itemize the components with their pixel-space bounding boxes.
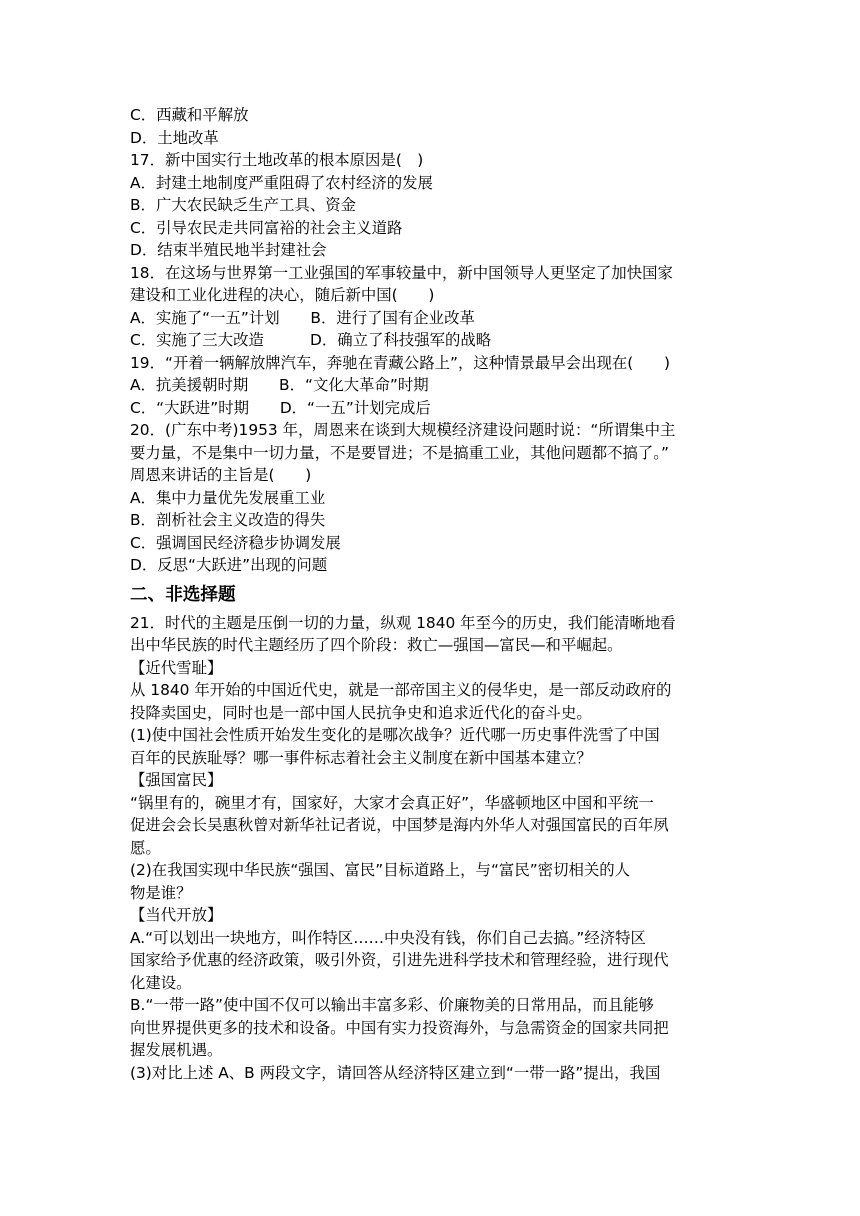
text-line: 百年的民族耻辱？哪一事件标志着社会主义制度在新中国基本建立？ [130, 748, 592, 767]
option-line: C．引导农民走共同富裕的社会主义道路 [130, 218, 403, 237]
text-line: 要力量，不是集中一切力量，不是要冒进；不是搞重工业，其他问题都不搞了。” [130, 443, 669, 462]
subheading: 【强国富民】 [130, 771, 223, 789]
text-line: “锅里有的，碗里才有，国家好，大家才会真正好”，华盛顿地区中国和平统一 [130, 793, 654, 812]
text-line: 化建设。 [130, 973, 192, 992]
text-line: D．土地改革 [130, 128, 219, 147]
text-line: 物是谁？ [130, 883, 192, 902]
text-line: 出中华民族的时代主题经历了四个阶段：救亡—强国—富民—和平崛起。 [130, 636, 623, 654]
text-line: 向世界提供更多的技术和设备。中国有实力投资海外，与急需资金的国家共同把 [130, 1018, 669, 1037]
passage-b: B.“一带一路”使中国不仅可以输出丰富多彩、价廉物美的日常用品，而且能够 [130, 996, 654, 1014]
text-line: C．西藏和平解放 [130, 106, 249, 124]
text-line: 投降卖国史，同时也是一部中国人民抗争史和追求近代化的奋斗史。 [130, 703, 592, 722]
sub-question-1: (1)使中国社会性质开始发生变化的是哪次战争？近代哪一历史事件洗雪了中国 [130, 726, 660, 744]
question-21: 21．时代的主题是压倒一切的力量，纵观 1840 年至今的历史，我们能清晰地看 [130, 613, 676, 632]
passage-a: A.“可以划出一块地方，叫作特区……中央没有钱，你们自己去搞。”经济特区 [130, 928, 646, 947]
text-line: 促进会会长吴惠秋曾对新华社记者说，中国梦是海内外华人对强国富民的百年夙 [130, 816, 669, 834]
section-heading: 二、非选择题 [130, 584, 236, 605]
option-line: C．“大跃进”时期 D．“一五”计划完成后 [130, 398, 431, 417]
document-page [130, 104, 735, 1084]
question-19: 19．“开着一辆解放牌汽车，奔驰在青藏公路上”，这种情景最早会出现在( ) [130, 353, 671, 372]
option-line: C．强调国民经济稳步协调发展 [130, 533, 341, 552]
option-line: A．抗美援朝时期 B．“文化大革命”时期 [130, 376, 429, 394]
text-line: 握发展机遇。 [130, 1041, 223, 1059]
question-20: 20．(广东中考)1953 年，周恩来在谈到大规模经济建设问题时说：“所谓集中主 [130, 421, 676, 439]
text-line: 愿。 [130, 838, 161, 857]
text-line: 国家给予优惠的经济政策，吸引外资，引进先进科学技术和管理经验，进行现代 [130, 951, 669, 969]
option-line: D．结束半殖民地半封建社会 [130, 241, 327, 259]
sub-question-2: (2)在我国实现中华民族“强国、富民”目标道路上，与“富民”密切相关的人 [130, 861, 631, 879]
option-line: A．封建土地制度严重阻碍了农村经济的发展 [130, 173, 433, 192]
option-line: D．反思“大跃进”出现的问题 [130, 556, 328, 574]
text-line: 建设和工业化进程的决心，随后新中国( ) [130, 286, 435, 304]
option-line: A．集中力量优先发展重工业 [130, 488, 326, 507]
subheading: 【当代开放】 [130, 906, 223, 924]
option-line: A．实施了“一五”计划 B．进行了国有企业改革 [130, 308, 475, 327]
option-line: B．剖析社会主义改造的得失 [130, 511, 326, 529]
question-18: 18．在这场与世界第一工业强国的军事较量中，新中国领导人更坚定了加快国家 [130, 263, 673, 282]
question-block-top [130, 104, 735, 577]
question-17: 17．新中国实行土地改革的根本原因是( ) [130, 151, 424, 169]
question-block-bottom [130, 612, 735, 1085]
text-line: 周恩来讲话的主旨是( ) [130, 466, 312, 484]
text-line: 从 1840 年开始的中国近代史，就是一部帝国主义的侵华史，是一部反动政府的 [130, 681, 672, 699]
option-line: C．实施了三大改造 D．确立了科技强军的战略 [130, 331, 492, 349]
subheading: 【近代雪耻】 [130, 658, 223, 677]
sub-question-3: (3)对比上述 A、B 两段文字，请回答从经济特区建立到“一带一路”提出，我国 [130, 1063, 661, 1082]
option-line: B．广大农民缺乏生产工具、资金 [130, 196, 357, 214]
